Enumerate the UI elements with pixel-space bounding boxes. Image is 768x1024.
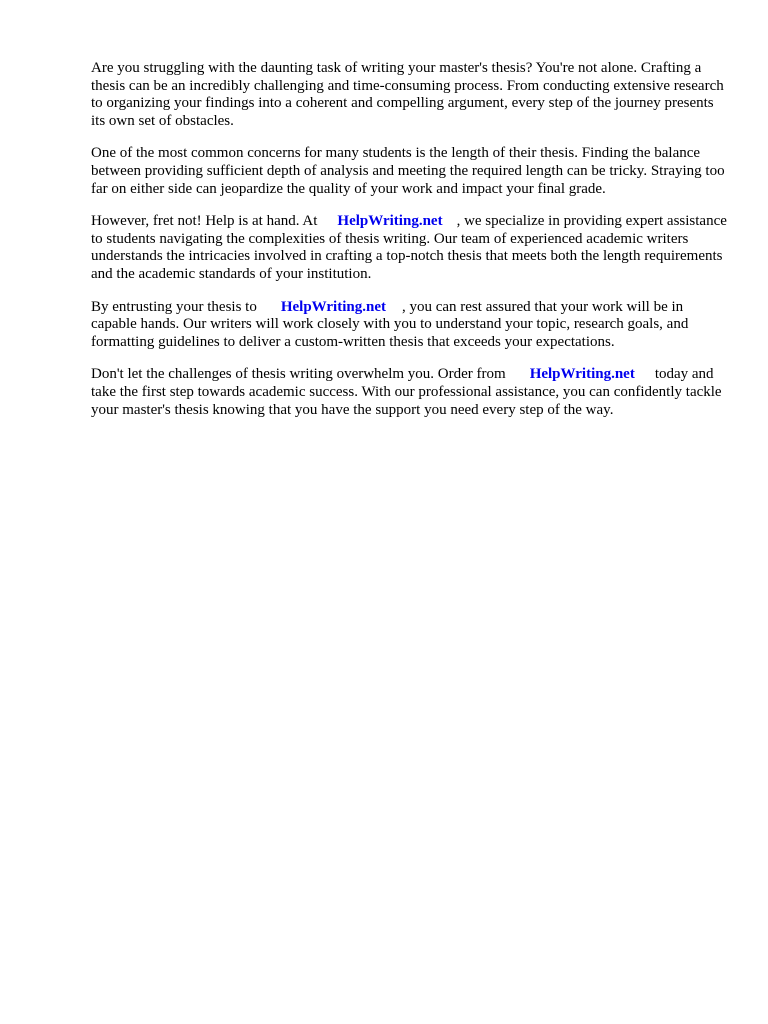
paragraph-help-at-hand [91, 213, 731, 283]
document-body [91, 60, 731, 434]
paragraph-text: Don't let the challenges of thesis writing overwhelm you. Order from [91, 366, 506, 383]
helpwriting-link[interactable]: HelpWriting.net [337, 213, 443, 230]
paragraph-text: , we specialize in providing expert assistance to students navigating the complexities of thesis writing. Our team of experienced academic writers understands the intricacies involved in crafting a top-notch thesis that meets both the length requirements and the academic standards of your institution. [91, 213, 727, 282]
paragraph-text: today and take the first step towards academic success. With our professional assistance, you can confidently tackle your master's thesis knowing that you have the support you need every step of the way. [91, 366, 722, 418]
paragraph-text: However, fret not! Help is at hand. At [91, 213, 318, 230]
paragraph-order [91, 366, 731, 419]
helpwriting-link[interactable]: HelpWriting.net [529, 366, 635, 383]
paragraph-intro: Are you struggling with the daunting task of writing your master's thesis? You're not alone. Crafting a thesis can be an incredibly challenging and time-consuming process. From conducting extensive research to organizing your findings into a coherent and compelling argument, every step of the journey presents its own set of obstacles. [91, 60, 724, 129]
paragraph-entrusting [91, 299, 731, 352]
paragraph-length-concerns: One of the most common concerns for many students is the length of their thesis. Finding the balance between providing sufficient depth of analysis and meeting the required length can be tricky. Straying too far on either side can jeopardize the quality of your work and impact your final grade. [91, 145, 725, 197]
paragraph-text: , you can rest assured that your work will be in capable hands. Our writers will work closely with you to understand your topic, research goals, and formatting guidelines to deliver a custom-written thesis that exceeds your expectations. [91, 298, 689, 350]
paragraph-text: By entrusting your thesis to [91, 298, 257, 315]
helpwriting-link[interactable]: HelpWriting.net [280, 298, 386, 315]
